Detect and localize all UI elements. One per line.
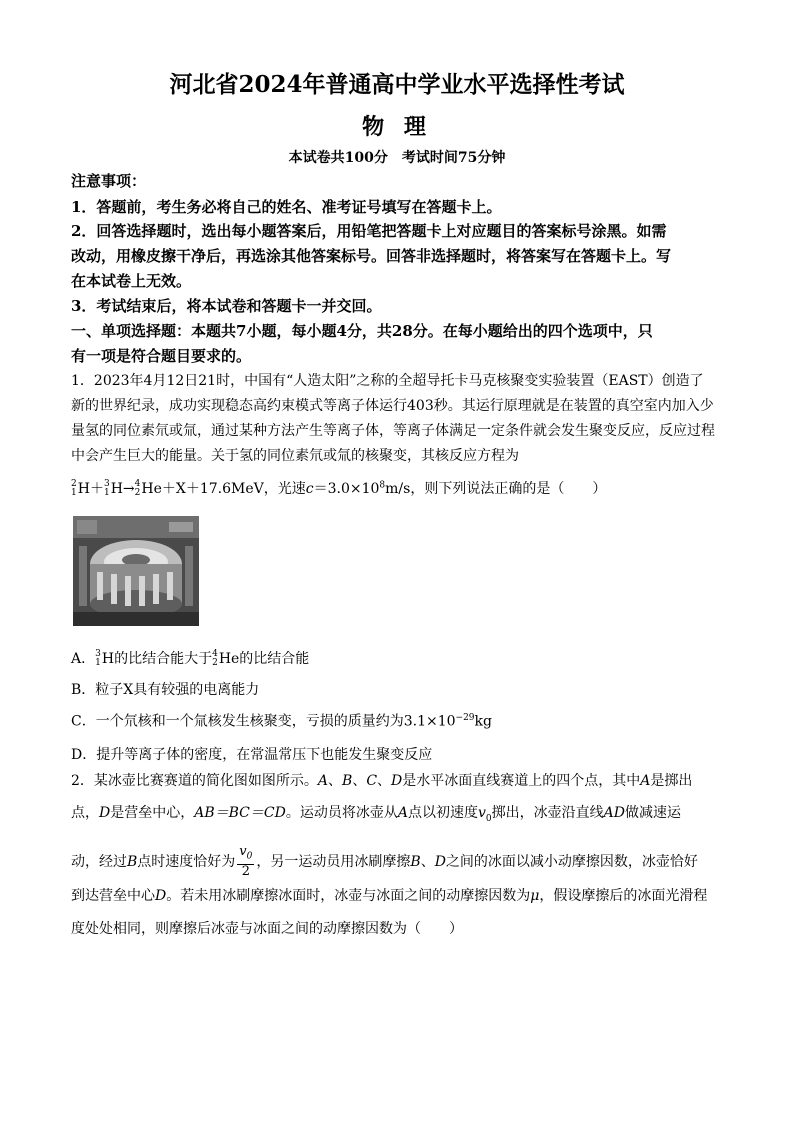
q2-line-5: 度处处相同，则摩擦后冰壶与冰面之间的动摩擦因数为（ ） bbox=[71, 921, 463, 937]
exam-title: 河北省2024年普通高中学业水平选择性考试 bbox=[169, 71, 625, 98]
q1-option-c[interactable]: C．一个氘核和一个氚核发生核聚变，亏损的质量约为$3.1\times 10^{-29}kg$ bbox=[71, 713, 492, 730]
section-1-line-1: 一、单项选择题：本题共7小题，每小题4分，共28分。在每小题给出的四个选项中，只 bbox=[71, 322, 653, 340]
notice-item-1: 1．答题前，考生务必将自己的姓名、准考证号填写在答题卡上。 bbox=[71, 198, 502, 216]
notice-item-2-line-2: 改动，用橡皮擦干净后，再选涂其他答案标号。回答非选择题时，将答案写在答题卡上。写 bbox=[71, 247, 672, 265]
h2-indices: 2 1 bbox=[71, 479, 77, 498]
exam-info: 本试卷共100分 考试时间75分钟 bbox=[288, 150, 506, 166]
subject-title: 物 理 bbox=[362, 114, 432, 140]
q1-option-b[interactable]: B．粒子X具有较强的电离能力 bbox=[71, 682, 260, 698]
q2-line-1: 2．某冰壶比赛赛道的简化图如图所示。A、B、C、D是水平冰面直线赛道上的四个点，其中A是掷出 bbox=[71, 773, 693, 789]
tokamak-illustration bbox=[73, 516, 199, 626]
q2-line-2: 点，D是营垒中心，AB＝BC＝CD。运动员将冰壶从A点以初速度$v_0$掷出，冰壶沿直线AD做减速运 bbox=[71, 805, 681, 824]
notice-item-2-line-3: 在本试卷上无效。 bbox=[71, 272, 192, 290]
h3-indices: 3 1 bbox=[103, 479, 110, 498]
v0-half-fraction: $\frac{v_0}{2}$ bbox=[239, 844, 253, 879]
section-1-line-2: 有一项是符合题目要求的。 bbox=[71, 347, 252, 365]
q1-line-1: 1．2023年4月12日21时，中国有“人造太阳”之称的全超导托卡马克核聚变实验装置（EAST）创造了 bbox=[71, 373, 704, 389]
tokamak-photo bbox=[73, 516, 199, 626]
he4-indices: 4 2 bbox=[134, 479, 141, 498]
q1-option-d[interactable]: D．提升等离子体的密度，在常温常压下也能发生聚变反应 bbox=[71, 747, 433, 763]
q1-equation: 2 1 H＋ 3 1 H→ 4 2 He＋X＋17.6MeV，光速$c=3.0\times 10^8m/s$，则下列说法正确的是（ ） bbox=[71, 479, 607, 498]
q1-option-a[interactable]: A． 3 1 H的比结合能大于 4 2 He的比结合能 bbox=[71, 649, 310, 668]
q1-line-2: 新的世界纪录，成功实现稳态高约束模式等离子体运行403秒。其运行原理就是在装置的真空室内加入少 bbox=[71, 398, 714, 414]
notice-item-2-line-1: 2．回答选择题时，选出每小题答案后，用铅笔把答题卡上对应题目的答案标号涂黑。如需 bbox=[71, 222, 667, 240]
notice-heading: 注意事项： bbox=[71, 172, 147, 190]
q2-line-4: 到达营垒中心D。若未用冰刷摩擦冰面时，冰壶与冰面之间的动摩擦因数为μ，假设摩擦后的冰面光滑程 bbox=[71, 888, 708, 904]
q1-line-4: 中会产生巨大的能量。关于氢的同位素氘或氚的核聚变，其核反应方程为 bbox=[71, 448, 519, 464]
notice-item-3: 3．考试结束后，将本试卷和答题卡一并交回。 bbox=[71, 297, 382, 315]
q1-line-3: 量氢的同位素氘或氚，通过某种方法产生等离子体，等离子体满足一定条件就会发生聚变反应，反应过程 bbox=[71, 423, 715, 439]
q2-line-3: 动，经过B点时速度恰好为 $\frac{v_0}{2}$ ，另一运动员用冰刷摩擦B、D之间的冰面以减小动摩擦因数，冰壶恰好 bbox=[71, 844, 698, 879]
